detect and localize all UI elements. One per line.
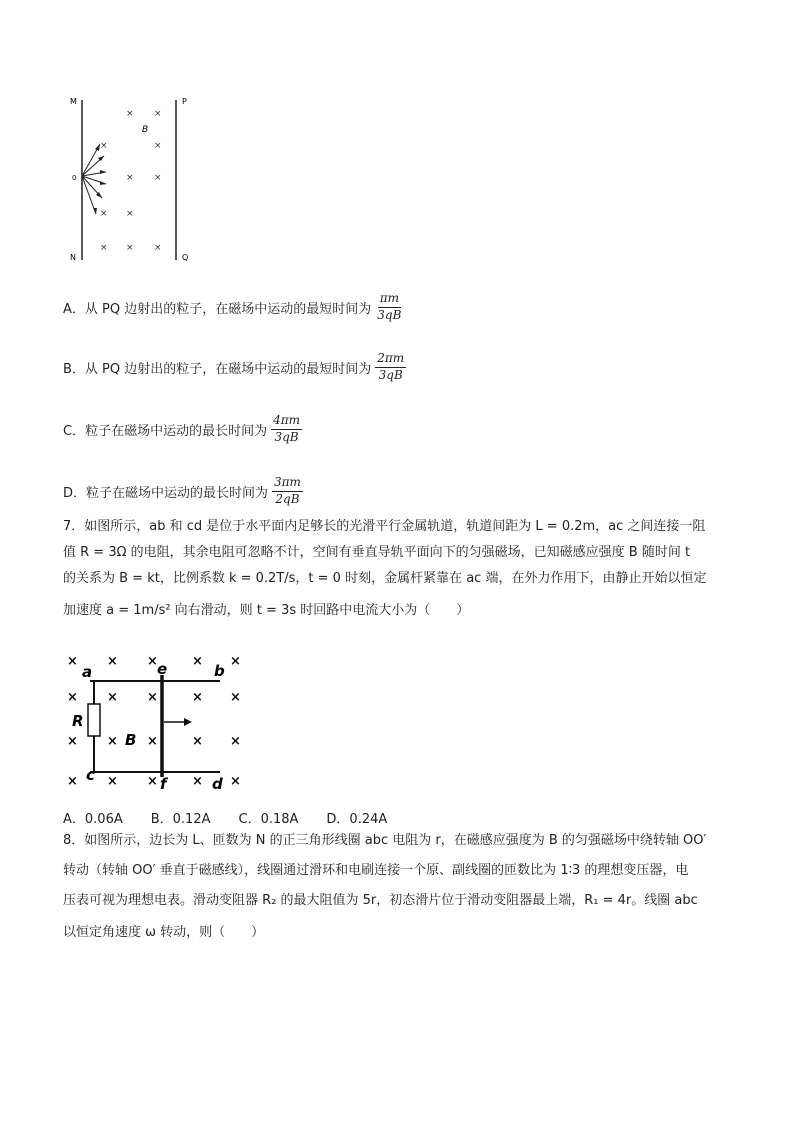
label-m: M (70, 97, 77, 106)
question-line: 压表可视为理想电表。滑动变阻器 R₂ 的最大阻值为 5r，初态滑片位于滑动变阻器最上端，R₁ = 4r。线圈 abc (63, 893, 698, 908)
numerator: 3πm (272, 476, 303, 492)
question-7 (63, 514, 738, 624)
label-p: P (182, 97, 187, 106)
svg-text:×: × (147, 774, 158, 789)
svg-text:×: × (154, 243, 162, 253)
velocity-arrows (82, 144, 106, 214)
question-line: 转动（转轴 OO′ 垂直于磁感线），线圈通过滑环和电刷连接一个原、副线圈的匝数比为 1∶3 的理想变压器，电 (63, 863, 689, 878)
option-letter: D． (63, 485, 87, 501)
question-7-choices (63, 808, 387, 827)
velocity-arrow-heads (93, 144, 106, 214)
question-line: 加速度 a = 1m/s² 向右滑动，则 t = 3s 时回路中电流大小为（ ） (63, 603, 470, 618)
choice-b: B．0.12A (150, 812, 211, 827)
svg-text:×: × (154, 173, 162, 183)
question-8 (63, 828, 738, 946)
svg-text:×: × (147, 690, 158, 705)
svg-text:×: × (192, 774, 203, 789)
denominator: 3qB (274, 429, 299, 444)
label-c: c (86, 766, 95, 784)
svg-text:×: × (67, 690, 78, 705)
svg-text:×: × (154, 109, 162, 119)
label-b: B (142, 125, 149, 135)
resistor-r (88, 704, 100, 736)
velocity-arrow-head (184, 718, 192, 726)
denominator: 3qB (378, 367, 403, 382)
choice-a: A．0.06A (63, 812, 123, 827)
label-d: d (212, 775, 223, 793)
label-b: b (214, 662, 225, 680)
svg-text:×: × (230, 734, 241, 749)
label-r: R (72, 712, 84, 730)
svg-text:×: × (67, 654, 78, 669)
numerator: πm (378, 292, 401, 308)
svg-text:×: × (107, 734, 118, 749)
figure-rails-circuit (62, 648, 252, 794)
label-a: a (82, 663, 93, 681)
field-crosses (100, 109, 162, 253)
svg-text:×: × (126, 109, 134, 119)
svg-text:×: × (100, 209, 108, 219)
label-q: Q (182, 253, 189, 262)
label-bfield: B (125, 731, 137, 749)
fraction (375, 292, 403, 323)
choice-c: C．0.18A (238, 812, 299, 827)
question-line: 8．如图所示，边长为 L、匝数为 N 的正三角形线圈 abc 电阻为 r，在磁感应强度为 B 的匀强磁场中绕转轴 OO′ (63, 833, 707, 848)
svg-text:×: × (107, 690, 118, 705)
svg-text:×: × (107, 774, 118, 789)
svg-text:×: × (126, 209, 134, 219)
svg-text:×: × (192, 690, 203, 705)
svg-text:×: × (100, 141, 108, 151)
svg-text:×: × (67, 734, 78, 749)
option-letter: C． (63, 423, 86, 439)
denominator: 3qB (377, 307, 402, 322)
svg-text:×: × (230, 690, 241, 705)
fraction (271, 414, 302, 445)
svg-text:×: × (107, 654, 118, 669)
denominator: 2qB (275, 491, 300, 506)
option-a (63, 287, 403, 327)
option-text: 从 PQ 边射出的粒子，在磁场中运动的最短时间为 (84, 361, 372, 377)
option-d (63, 471, 303, 511)
label-o: 0 (72, 174, 77, 182)
choice-d: D．0.24A (326, 812, 388, 827)
svg-text:×: × (147, 654, 158, 669)
label-e: e (157, 660, 168, 678)
option-letter: A． (63, 301, 85, 317)
numerator: 2πm (375, 352, 406, 368)
fraction (272, 476, 303, 507)
label-f: f (160, 775, 167, 793)
svg-text:×: × (100, 243, 108, 253)
question-line: 7．如图所示，ab 和 cd 是位于水平面内足够长的光滑平行金属轨道，轨道间距为 L = 0.2m，ac 之间连接一阻 (63, 519, 706, 534)
svg-text:×: × (192, 734, 203, 749)
svg-text:×: × (67, 774, 78, 789)
svg-text:×: × (126, 243, 134, 253)
option-text: 从 PQ 边射出的粒子，在磁场中运动的最短时间为 (84, 301, 372, 317)
figure-magnetic-field-particles (66, 94, 206, 266)
svg-text:×: × (147, 734, 158, 749)
option-b (63, 347, 406, 387)
svg-text:×: × (192, 654, 203, 669)
svg-text:×: × (126, 173, 134, 183)
option-letter: B． (63, 361, 85, 377)
svg-text:×: × (230, 654, 241, 669)
svg-text:×: × (230, 774, 241, 789)
question-line: 的关系为 B = kt，比例系数 k = 0.2T/s，t = 0 时刻，金属杆紧靠在 ac 端，在外力作用下，由静止开始以恒定 (63, 571, 707, 586)
numerator: 4πm (271, 414, 302, 430)
question-line: 值 R = 3Ω 的电阻，其余电阻可忽略不计，空间有垂直导轨平面向下的匀强磁场，已知磁感应强度 B 随时间 t (63, 545, 691, 560)
label-n: N (70, 253, 76, 262)
svg-text:×: × (154, 141, 162, 151)
fraction (375, 352, 406, 383)
option-c (63, 409, 302, 449)
option-text: 粒子在磁场中运动的最长时间为 (86, 485, 269, 501)
question-line: 以恒定角速度 ω 转动，则（ ） (63, 925, 265, 940)
option-text: 粒子在磁场中运动的最长时间为 (85, 423, 268, 439)
